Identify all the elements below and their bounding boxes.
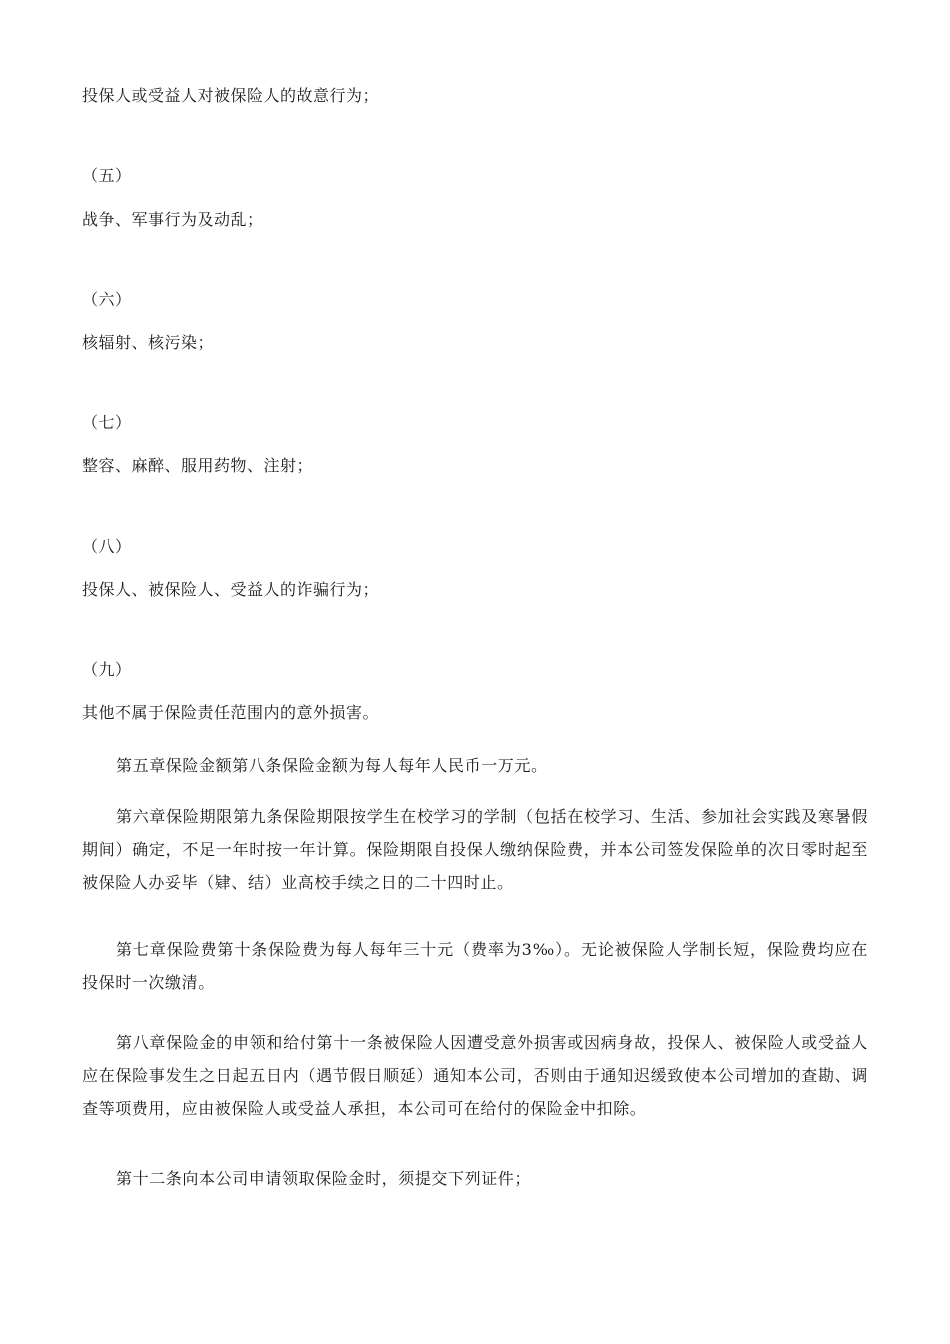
clause-text: 战争、军事行为及动乱； [82,210,264,229]
paragraph-chapter-7: 第七章保险费第十条保险费为每人每年三十元（费率为3‰）。无论被保险人学制长短，保险费均应在投保时一次缴清。 [82,940,868,992]
clause-number: （七） [82,413,132,432]
paragraph-chapter-8: 第八章保险金的申领和给付第十一条被保险人因遭受意外损害或因病身故，投保人、被保险人或受益人应在保险事发生之日起五日内（遇节假日顺延）通知本公司，否则由于通知迟缓致使本公司增加的查勘、调查等项费用，应由被保险人或受益人承担，本公司可在给付的保险金中扣除。 [82,1033,868,1118]
clause-number: （九） [82,660,132,679]
clause-text: 整容、麻醉、服用药物、注射； [82,456,314,475]
clause-text: 投保人或受益人对被保险人的故意行为； [82,86,380,105]
clause-number: （六） [82,290,132,309]
clause-number: （五） [82,166,132,185]
paragraph-article-12: 第十二条向本公司申请领取保险金时，须提交下列证件； [116,1169,532,1188]
paragraph-chapter-5: 第五章保险金额第八条保险金额为每人每年人民币一万元。 [116,756,548,775]
clause-text: 核辐射、核污染； [82,333,215,352]
clause-text: 其他不属于保险责任范围内的意外损害。 [82,703,380,722]
clause-text: 投保人、被保险人、受益人的诈骗行为； [82,580,380,599]
paragraph-chapter-6: 第六章保险期限第九条保险期限按学生在校学习的学制（包括在校学习、生活、参加社会实践及寒暑假期间）确定，不足一年时按一年计算。保险期限自投保人缴纳保险费，并本公司签发保险单的次日零时起至被保险人办妥毕（肄、结）业高校手续之日的二十四时止。 [82,807,868,892]
clause-number: （八） [82,537,132,556]
